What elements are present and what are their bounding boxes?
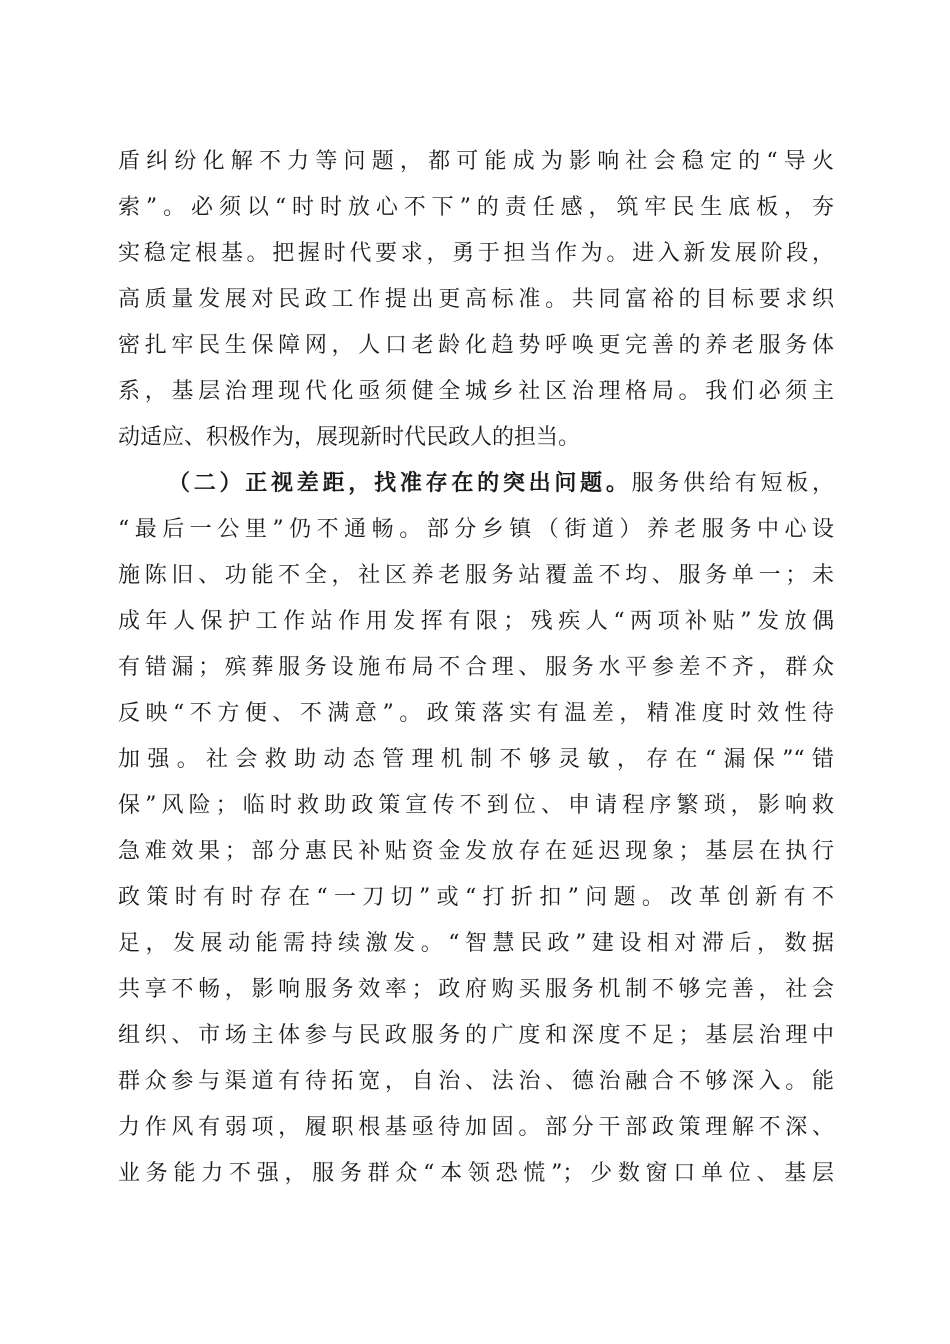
paragraph2-line-7: 加强。社会救助动态管理机制不够灵敏，存在“漏保”“错 xyxy=(118,747,834,772)
paragraph2-line-5: 有错漏；殡葬服务设施布局不合理、服务水平参差不齐，群众 xyxy=(118,655,834,680)
paragraph1-line-2: 索”。必须以“时时放心不下”的责任感，筑牢民生底板，夯 xyxy=(118,195,834,220)
paragraph2-line-6: 反映“不方便、不满意”。政策落实有温差，精准度时效性待 xyxy=(118,701,834,726)
paragraph1-line-6: 系，基层治理现代化亟须健全城乡社区治理格局。我们必须主 xyxy=(118,379,834,404)
paragraph2-line-14: 群众参与渠道有待拓宽，自治、法治、德治融合不够深入。能 xyxy=(118,1069,834,1094)
paragraph2-line-4: 成年人保护工作站作用发挥有限；残疾人“两项补贴”发放偶 xyxy=(118,609,834,634)
paragraph1-line-3: 实稳定根基。把握时代要求，勇于担当作为。进入新发展阶段， xyxy=(118,241,834,266)
paragraph2-line-11: 足，发展动能需持续激发。“智慧民政”建设相对滞后，数据 xyxy=(118,931,834,956)
paragraph2-line-3: 施陈旧、功能不全，社区养老服务站覆盖不均、服务单一；未 xyxy=(118,563,834,588)
paragraph2-line-10: 政策时有时存在“一刀切”或“打折扣”问题。改革创新有不 xyxy=(118,885,834,910)
paragraph2-line-9: 急难效果；部分惠民补贴资金发放存在延迟现象；基层在执行 xyxy=(118,839,834,864)
paragraph2-line-15: 力作风有弱项，履职根基亟待加固。部分干部政策理解不深、 xyxy=(118,1115,834,1140)
paragraph1-line-1: 盾纠纷化解不力等问题，都可能成为影响社会稳定的“导火 xyxy=(118,149,834,174)
paragraph2-line-13: 组织、市场主体参与民政服务的广度和深度不足；基层治理中 xyxy=(118,1023,834,1048)
paragraph2-first-line-rest: 服务供给有短板， xyxy=(631,471,834,496)
paragraph2-line-16: 业务能力不强，服务群众“本领恐慌”；少数窗口单位、基层 xyxy=(118,1161,834,1186)
paragraph1-line-5: 密扎牢民生保障网，人口老龄化趋势呼唤更完善的养老服务体 xyxy=(118,333,834,358)
paragraph2-line-2: “最后一公里”仍不通畅。部分乡镇（街道）养老服务中心设 xyxy=(118,517,834,542)
paragraph1-line-4: 高质量发展对民政工作提出更高标准。共同富裕的目标要求织 xyxy=(118,287,834,312)
document-body xyxy=(118,139,834,1197)
paragraph2-first-line xyxy=(118,461,834,507)
section-heading: （二）正视差距，找准存在的突出问题。 xyxy=(168,471,632,496)
paragraph2-line-12: 共享不畅，影响服务效率；政府购买服务机制不够完善，社会 xyxy=(118,977,834,1002)
paragraph1-line-7: 动适应、积极作为，展现新时代民政人的担当。 xyxy=(118,425,581,450)
paragraph2-line-8: 保”风险；临时救助政策宣传不到位、申请程序繁琐，影响救 xyxy=(118,793,834,818)
